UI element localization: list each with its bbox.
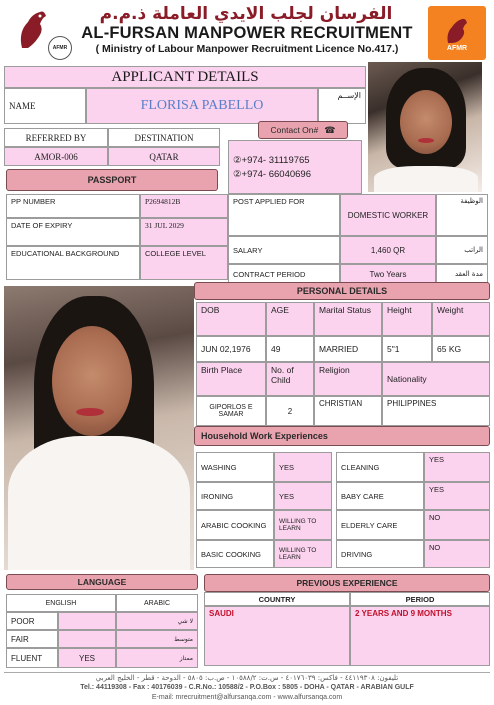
marital-value: MARRIED [319, 344, 359, 354]
household-task-label: WASHING [201, 462, 237, 472]
poor-label-cell [6, 612, 58, 630]
household-task-value: YES [279, 491, 295, 501]
salary-label: SALARY [233, 245, 263, 255]
poor-label-ar: لا شي [177, 617, 193, 625]
phone-1-row [233, 155, 310, 166]
destination-label-cell [108, 128, 220, 147]
passport-title-bar [6, 169, 218, 191]
religion-value-cell [314, 396, 382, 426]
birthplace-label-cell [196, 362, 266, 396]
english-header-cell [6, 594, 116, 612]
marital-value-cell [314, 336, 382, 362]
dob-value: JUN 02,1976 [201, 344, 251, 354]
birthplace-label: Birth Place [201, 365, 243, 375]
contact-box [228, 140, 362, 194]
post-label-cell [228, 194, 340, 236]
period-header-cell [350, 592, 490, 606]
phone-2: +974- 66040696 [241, 169, 311, 180]
experience-title-bar [204, 574, 490, 592]
household-cell [336, 540, 424, 568]
destination-label: DESTINATION [134, 132, 194, 143]
weight-label: Weight [437, 305, 464, 315]
dob-value-cell [196, 336, 266, 362]
fluent-arabic-cell [116, 648, 198, 668]
household-task-value: YES [279, 462, 295, 472]
expiry-value: 31 JUL 2029 [145, 221, 184, 230]
birthplace-value-cell [196, 396, 266, 426]
household-cell [336, 452, 424, 482]
name-label-ar: الإســم [337, 91, 361, 100]
height-value-cell [382, 336, 432, 362]
height-value: 5"1 [387, 344, 400, 354]
poor-arabic-cell [116, 612, 198, 630]
edu-label-cell [6, 246, 140, 280]
household-cell [424, 452, 490, 482]
marital-label-cell [314, 302, 382, 336]
fair-label: FAIR [11, 634, 29, 644]
expiry-label: DATE OF EXPIRY [11, 221, 73, 230]
license-line: ( Ministry of Labour Manpower Recruitment Licence No.417.) [95, 43, 399, 55]
afmr-logo-text: AFMR [446, 44, 468, 52]
salary-label-ar: الراتب [464, 246, 483, 254]
arabic-header: ARABIC [143, 599, 171, 607]
referred-value: AMOR-006 [34, 151, 78, 162]
poor-label: POOR [11, 616, 35, 626]
household-cell [196, 540, 274, 568]
children-label: No. of Child [271, 365, 294, 385]
household-task-label: IRONING [201, 491, 234, 501]
nationality-value-cell [382, 396, 490, 426]
fair-arabic-cell [116, 630, 198, 648]
height-label: Height [387, 305, 412, 315]
afmr-seal-icon: AFMR [48, 36, 72, 60]
household-task-label: ELDERLY CARE [341, 520, 398, 530]
expiry-value-cell [140, 218, 228, 246]
dob-label-cell [196, 302, 266, 336]
fluent-label-cell [6, 648, 58, 668]
post-value: DOMESTIC WORKER [347, 210, 429, 220]
age-label: AGE [271, 305, 289, 315]
pp-value: P2694812B [145, 197, 181, 206]
household-task-label: DRIVING [341, 549, 373, 559]
children-value: 2 [287, 406, 293, 416]
nationality-value: PHILIPPINES [387, 399, 437, 408]
pp-label: PP NUMBER [11, 197, 56, 206]
household-task-value: WILLING TO LEARN [279, 547, 317, 561]
household-cell [424, 540, 490, 568]
household-cell [424, 510, 490, 540]
pp-value-cell [140, 194, 228, 218]
country-value-cell [204, 606, 350, 666]
nationality-label-cell [382, 362, 490, 396]
household-task-label: BABY CARE [341, 491, 384, 501]
household-cell [196, 452, 274, 482]
fluent-english-value: YES [78, 653, 95, 663]
language-title-bar [6, 574, 198, 590]
applicant-photo-large [4, 286, 194, 570]
religion-value: CHRISTIAN [319, 399, 363, 408]
contract-label-cell [228, 264, 340, 284]
height-label-cell [382, 302, 432, 336]
household-cell [274, 452, 332, 482]
household-cell [274, 540, 332, 568]
fluent-label: FLUENT [11, 653, 43, 663]
fair-label-cell [6, 630, 58, 648]
contract-label: CONTRACT PERIOD [233, 269, 306, 279]
household-task-value: YES [429, 485, 445, 494]
contract-label-ar: مدة العقد [455, 270, 483, 278]
country-header: COUNTRY [258, 594, 296, 604]
phone-2-bullet: ② [233, 169, 242, 180]
phone-1: +974- 31119765 [241, 155, 310, 166]
name-label-cell [4, 88, 86, 124]
name-value-cell [86, 88, 318, 124]
phone-2-row [233, 169, 311, 180]
contact-title-bar [258, 121, 348, 139]
personal-title-bar [194, 282, 490, 300]
household-cell [274, 482, 332, 510]
age-value-cell [266, 336, 314, 362]
period-value: 2 YEARS AND 9 MONTHS [355, 609, 452, 618]
referred-value-cell [4, 147, 108, 166]
arabic-title: الفرسان لجلب الايدي العاملة ذ.م.م [99, 4, 393, 24]
salary-value-cell [340, 236, 436, 264]
age-value: 49 [271, 344, 281, 354]
destination-value: QATAR [149, 151, 179, 162]
fair-english-cell [58, 630, 116, 648]
country-header-cell [204, 592, 350, 606]
footer-arabic: تليفون: ٤٤١١٩٣٠٨ - فاكس: ٤٠١٧٦٠٣٩ - س.ت: ١٠٥٨٨/٢ - ص.ب: ٥٨٠٥ - الدوحة - قطر - الخليج العربي [95, 674, 399, 682]
afmr-logo [428, 6, 486, 60]
nationality-label: Nationality [387, 374, 427, 384]
referred-label-cell [4, 128, 108, 147]
household-title: Household Work Experiences [201, 431, 328, 441]
post-label: POST APPLIED FOR [233, 197, 305, 206]
contract-label-ar-cell [436, 264, 488, 284]
footer-divider [4, 672, 490, 673]
household-task-value: YES [429, 455, 445, 464]
household-task-value: NO [429, 513, 441, 522]
arabic-header-cell [116, 594, 198, 612]
edu-value: COLLEGE LEVEL [145, 249, 206, 258]
horse-logo-icon [14, 8, 50, 50]
household-task-label: ARABIC COOKING [201, 520, 267, 530]
contract-value-cell [340, 264, 436, 284]
household-cell [196, 482, 274, 510]
household-task-label: CLEANING [341, 462, 380, 472]
household-cell [424, 482, 490, 510]
salary-label-ar-cell [436, 236, 488, 264]
contract-value: Two Years [369, 269, 407, 279]
passport-title: PASSPORT [87, 175, 137, 185]
fair-label-ar: متوسط [174, 635, 193, 643]
personal-title: PERSONAL DETAILS [296, 286, 388, 296]
expiry-label-cell [6, 218, 140, 246]
household-task-value: NO [429, 543, 441, 552]
phone-1-bullet: ② [233, 155, 242, 166]
name-label-ar-cell [318, 88, 366, 124]
salary-label-cell [228, 236, 340, 264]
household-task-value: WILLING TO LEARN [279, 518, 317, 532]
pp-label-cell [6, 194, 140, 218]
household-cell [274, 510, 332, 540]
age-label-cell [266, 302, 314, 336]
period-header: PERIOD [405, 594, 435, 604]
children-label-cell [266, 362, 314, 396]
phone-icon: ☎ [324, 124, 336, 135]
fluent-english-cell [58, 648, 116, 668]
dob-label: DOB [201, 305, 220, 315]
post-value-cell [340, 194, 436, 236]
birthplace-value: GIPORLOS E SAMAR [209, 404, 253, 418]
edu-label: EDUCATIONAL BACKGROUND [11, 249, 120, 258]
applicant-photo-small [368, 62, 482, 192]
marital-label: Marital Status [319, 305, 371, 315]
salary-value: 1,460 QR [370, 245, 406, 255]
experience-title: PREVIOUS EXPERIENCE [296, 578, 398, 588]
children-value-cell [266, 396, 314, 426]
applicant-name: FLORISA PABELLO [140, 98, 264, 113]
contact-label: Contact On# [270, 125, 319, 135]
household-title-bar [194, 426, 490, 446]
destination-value-cell [108, 147, 220, 166]
post-label-ar: الوظيفة [460, 197, 483, 205]
weight-label-cell [432, 302, 490, 336]
weight-value-cell [432, 336, 490, 362]
language-title: LANGUAGE [77, 577, 127, 587]
period-value-cell [350, 606, 490, 666]
footer-english: Tel.: 44119308 - Fax : 40176039 - C.R.No.: 10588/2 - P.O.Box : 5805 - DOHA - QATAR - ARABIAN GULF [80, 684, 414, 691]
applicant-title: APPLICANT DETAILS [111, 68, 259, 85]
footer-email: E-mail: mrecruitment@alfursanqa.com - www.alfursanqa.com [151, 694, 343, 701]
religion-label: Religion [319, 365, 350, 375]
company-name: AL-FURSAN MANPOWER RECRUITMENT [81, 24, 413, 42]
post-label-ar-cell [436, 194, 488, 236]
poor-english-cell [58, 612, 116, 630]
country-value: SAUDI [209, 609, 234, 618]
edu-value-cell [140, 246, 228, 280]
religion-label-cell [314, 362, 382, 396]
weight-value: 65 KG [437, 344, 462, 354]
name-label: NAME [9, 101, 36, 111]
english-header: ENGLISH [45, 599, 77, 607]
household-task-label: BASIC COOKING [201, 549, 262, 559]
household-cell [336, 510, 424, 540]
header [0, 0, 494, 62]
applicant-title-bar [4, 66, 366, 88]
household-cell [196, 510, 274, 540]
horse-emblem-icon [442, 15, 472, 45]
household-cell [336, 482, 424, 510]
fluent-label-ar: ممتاز [179, 654, 193, 662]
referred-label: REFERRED BY [25, 132, 87, 143]
